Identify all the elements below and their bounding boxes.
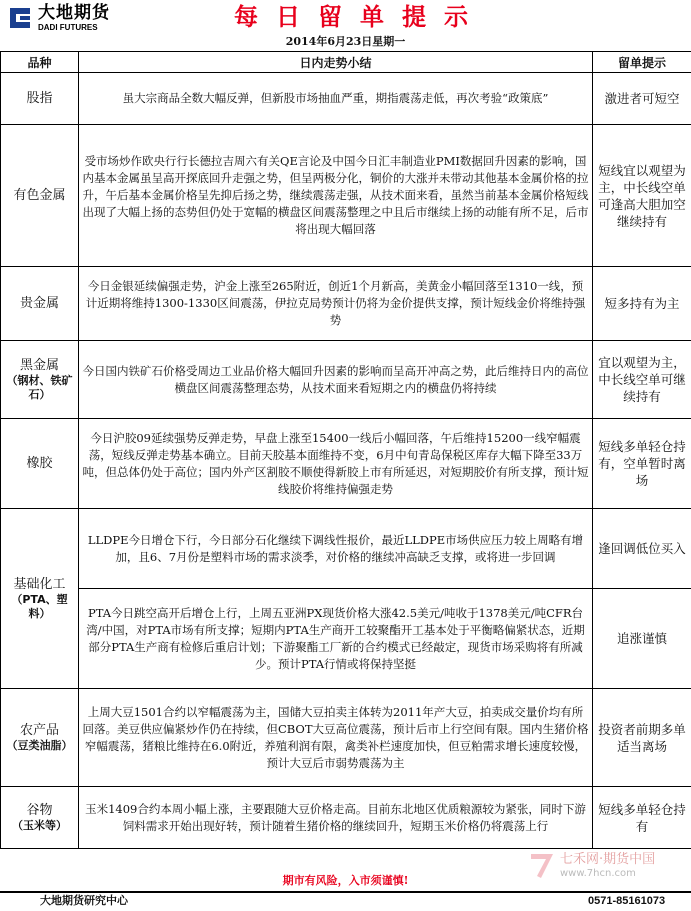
watermark-text: 七禾网·期货中国	[560, 852, 656, 867]
advice-cell: 短线宜以观望为主，中长线空单可逢高大胆加空继续持有	[593, 125, 691, 267]
variety-name: 贵金属	[19, 296, 59, 311]
advice-cell: 宜以观望为主，中长线空单可继续持有	[593, 341, 691, 419]
watermark-url: www.7hcn.com	[560, 868, 636, 879]
summary-cell: 今日金银延续偏强走势，沪金上涨至265附近，创近1个月新高，美黄金小幅回落至1310一线，预计近期将维持1300-1330区间震荡，伊拉克局势预计仍将为金价提供支撑，预计短线金价将维持强势	[79, 267, 593, 341]
variety-cell	[1, 509, 79, 689]
page-title: 每日留单提示	[234, 2, 486, 31]
advice-cell: 短线多单轻仓持有	[593, 787, 691, 849]
dadi-logo-icon	[6, 4, 34, 32]
variety-name: 农产品	[19, 723, 59, 738]
variety-cell	[1, 125, 79, 267]
advice-cell: 短线多单轻仓持有，空单暂时离场	[593, 419, 691, 509]
table-row	[1, 509, 691, 589]
variety-subtitle: （玉米等）	[12, 819, 67, 832]
risk-notice: 期市有风险，入市须谨慎!	[282, 874, 409, 887]
variety-cell	[1, 341, 79, 419]
advice-cell: 逢回调低位买入	[593, 509, 691, 589]
research-center: 大地期货研究中心	[40, 894, 128, 907]
table-row	[1, 341, 691, 419]
column-header-variety: 品种	[1, 52, 79, 73]
table-row	[1, 267, 691, 341]
report-date: 2014年6月23日星期一	[285, 35, 406, 48]
variety-name: 有色金属	[13, 188, 66, 203]
column-header-advice: 留单提示	[593, 52, 691, 73]
table-row	[1, 689, 691, 787]
table-row	[1, 125, 691, 267]
variety-cell	[1, 689, 79, 787]
summary-cell: 上周大豆1501合约以窄幅震荡为主，国储大豆拍卖主体转为2011年产大豆，拍卖成交量价均有所回落。美豆供应偏紧炒作仍在持续，但CBOT大豆高位震荡，预计后市上行空间有限。国内生猪价格窄幅震荡，猪粮比维持在6.0附近，养殖利润有限，禽类补栏速度加快，但豆粕需求增长速度较慢，预计大豆后市弱势震荡为主	[79, 689, 593, 787]
advice-cell: 短多持有为主	[593, 267, 691, 341]
variety-subtitle: （钢材、铁矿石）	[6, 374, 73, 401]
variety-name: 黑金属	[19, 358, 59, 373]
table-row	[1, 73, 691, 125]
table-row	[1, 419, 691, 509]
advice-cell: 激进者可短空	[593, 73, 691, 125]
advice-cell: 投资者前期多单适当离场	[593, 689, 691, 787]
summary-cell: 今日国内铁矿石价格受周边工业品价格大幅回升因素的影响而呈高开冲高之势，此后维持日内的高位横盘区间震荡整理态势，从技术面来看短期之内的横盘仍将持续	[79, 341, 593, 419]
variety-name: 谷物	[26, 803, 53, 818]
summary-cell: LLDPE今日增仓下行，今日部分石化继续下调线性报价，最近LLDPE市场供应压力较上周略有增加，且6、7月份是塑料市场的需求淡季，对价格的继续冲高缺乏支撑，或将进一步回调	[79, 509, 593, 589]
variety-name: 基础化工	[13, 577, 66, 592]
advice-cell: 追涨谨慎	[593, 589, 691, 689]
table-row	[1, 589, 691, 689]
company-logo	[6, 4, 126, 32]
summary-cell: PTA今日跳空高开后增仓上行，上周五亚洲PX现货价格大涨42.5美元/吨收于1378美元/吨CFR台湾/中国，对PTA市场有所支撑；短期内PTA生产商开工较聚酯开工基本处于平衡略偏紧状态，近期部分PTA生产商有检修后重启计划；下游聚酯工厂新的合约模式已经敲定，现货市场采购将有所减少。预计PTA行情或将保持坚挺	[79, 589, 593, 689]
table-row	[1, 787, 691, 849]
variety-name: 橡胶	[26, 456, 53, 471]
tips-table	[0, 51, 691, 849]
footer	[0, 870, 691, 911]
contact-phone: 0571-85161073	[588, 895, 666, 907]
variety-cell	[1, 267, 79, 341]
variety-subtitle: （豆类油脂）	[6, 739, 73, 752]
variety-name: 股指	[26, 91, 53, 106]
summary-cell: 玉米1409合约本周小幅上涨，主要跟随大豆价格走高。目前东北地区优质粮源较为紧张，同时下游饲料需求开始出现好转，预计随着生猪价格的继续回升，短期玉米价格仍将震荡上行	[79, 787, 593, 849]
logo-chinese-name: 大地期货	[38, 3, 110, 23]
table-header-row	[1, 52, 691, 73]
summary-cell: 虽大宗商品全数大幅反弹，但新股市场抽血严重，期指震荡走低，再次考验“政策底”	[79, 73, 593, 125]
summary-cell: 受市场炒作欧央行行长德拉吉周六有关QE言论及中国今日汇丰制造业PMI数据回升因素的影响，国内基本金属虽呈高开探底回升走强之势，但呈两极分化，铜价的大涨并未带动其他基本金属价格的拉升，午后基本金属价格呈先抑后扬之势，继续震荡走强，从技术面来看，虽然当前基本金属价格短线出现了大幅上扬的态势但仍处于宽幅的横盘区间震荡整理之中且后市继续上扬的动能有所不足，后市将出现大幅回落	[79, 125, 593, 267]
variety-cell	[1, 73, 79, 125]
variety-cell	[1, 419, 79, 509]
column-header-summary: 日内走势小结	[79, 52, 593, 73]
logo-english-name: DADI FUTURES	[38, 23, 98, 32]
variety-cell	[1, 787, 79, 849]
variety-subtitle: （PTA、塑料）	[11, 593, 68, 620]
header	[0, 0, 691, 34]
summary-cell: 今日沪胶09延续强势反弹走势，早盘上涨至15400一线后小幅回落，午后维持15200一线窄幅震荡，短线反弹走势基本确立。目前天胶基本面维持不变，6月中旬青岛保税区库存大幅下降至33万吨，但总体仍处于高位；国内外产区割胶不顺使得新胶上市有所延迟，对短期胶价有所支撑，预计短线胶价将维持偏强走势	[79, 419, 593, 509]
